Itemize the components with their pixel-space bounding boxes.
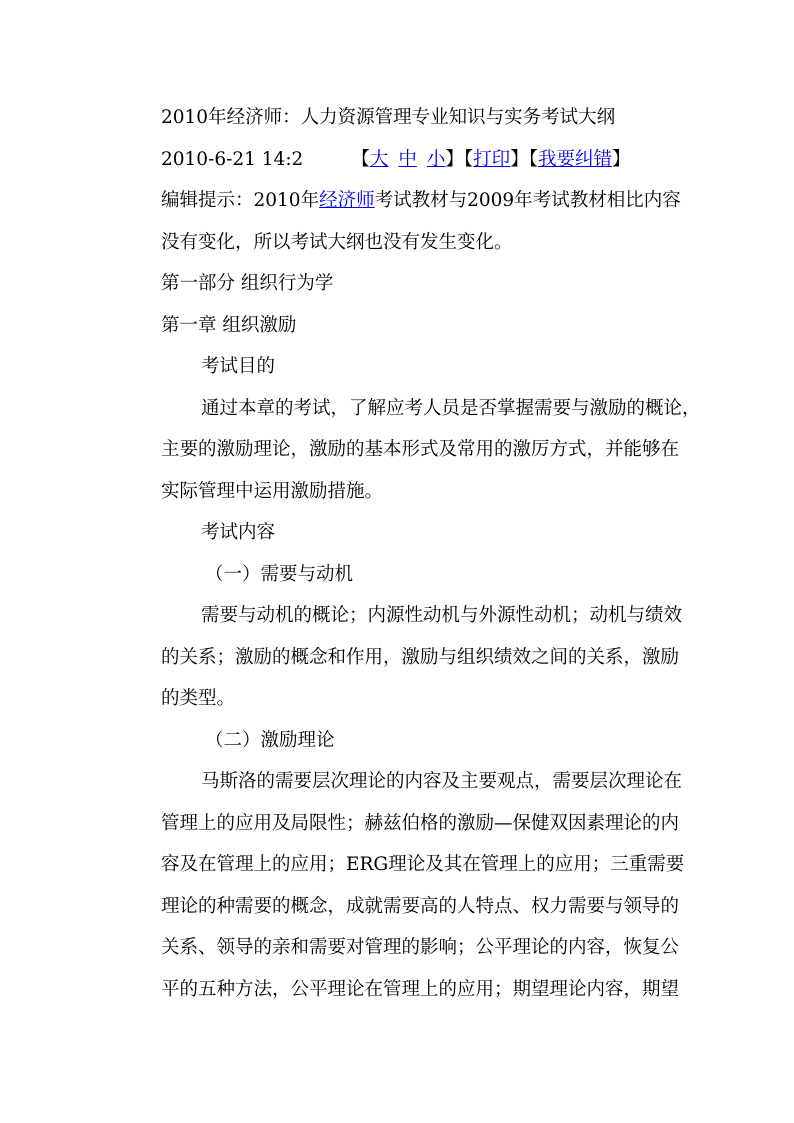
economist-link[interactable]: 经济师 bbox=[319, 190, 375, 211]
bracket-open: 【 bbox=[351, 148, 370, 170]
section-2-line: 马斯洛的需要层次理论的内容及主要观点，需要层次理论在 bbox=[201, 771, 683, 792]
section-2-line: 平的五种方法，公平理论在管理上的应用；期望理论内容，期望 bbox=[161, 978, 680, 1000]
section-1-line: 的关系；激励的概念和作用，激励与组织绩效之间的关系，激励 bbox=[161, 646, 680, 668]
editor-note-suffix: 考试教材与2009年考试教材相比内容 bbox=[374, 190, 681, 211]
publish-date: 2010-6-21 14:2 bbox=[161, 148, 304, 170]
section-2-line: 管理上的应用及局限性；赫兹伯格的激励—保健双因素理论的内 bbox=[161, 812, 680, 834]
document-title: 2010年经济师：人力资源管理专业知识与实务考试大纲 bbox=[161, 107, 616, 128]
bracket-close: 】 bbox=[445, 148, 464, 170]
font-medium-link[interactable]: 中 bbox=[398, 148, 417, 170]
part-heading: 第一部分 组织行为学 bbox=[161, 273, 334, 294]
print-link[interactable]: 打印 bbox=[473, 148, 511, 170]
bracket-open: 【 bbox=[528, 148, 538, 170]
section-1-heading: （一）需要与动机 bbox=[205, 563, 354, 585]
report-error-link[interactable]: 我要纠错 bbox=[537, 148, 612, 170]
editor-note-line-1 bbox=[161, 180, 721, 222]
section-1-line: 的类型。 bbox=[161, 688, 236, 709]
date-and-tools-row bbox=[161, 139, 721, 181]
section-2-line: 容及在管理上的应用；ERG理论及其在管理上的应用；三重需要 bbox=[161, 854, 685, 875]
exam-content-heading: 考试内容 bbox=[201, 522, 276, 543]
font-large-link[interactable]: 大 bbox=[369, 148, 389, 170]
bracket-open: 【 bbox=[463, 148, 474, 170]
section-2-line: 关系、领导的亲和需要对管理的影响；公平理论的内容，恢复公 bbox=[161, 937, 680, 958]
exam-purpose-line: 通过本章的考试，了解应考人员是否掌握需要与激励的概论， bbox=[201, 397, 701, 419]
exam-purpose-line: 主要的激励理论，激励的基本形式及常用的激厉方式，并能够在 bbox=[161, 439, 680, 460]
editor-note-line-2: 没有变化，所以考试大纲也没有发生变化。 bbox=[161, 231, 513, 253]
chapter-heading: 第一章 组织激励 bbox=[161, 314, 297, 336]
section-2-line: 理论的种需要的概念，成就需要高的人特点、权力需要与领导的 bbox=[161, 895, 680, 917]
report-error-control bbox=[529, 149, 631, 170]
exam-purpose-line: 实际管理中运用激励措施。 bbox=[161, 480, 384, 502]
print-control bbox=[464, 149, 529, 170]
section-2-heading: （二）激励理论 bbox=[205, 729, 335, 751]
bracket-close: 】 bbox=[510, 148, 529, 170]
exam-purpose-heading: 考试目的 bbox=[201, 356, 276, 377]
font-small-link[interactable]: 小 bbox=[426, 148, 446, 170]
editor-note-prefix: 编辑提示：2010年 bbox=[161, 190, 320, 211]
font-size-controls bbox=[351, 149, 464, 170]
section-1-line: 需要与动机的概论；内源性动机与外源性动机；动机与绩效 bbox=[201, 605, 683, 626]
document-body bbox=[161, 97, 721, 1010]
bracket-close: 】 bbox=[611, 148, 631, 170]
